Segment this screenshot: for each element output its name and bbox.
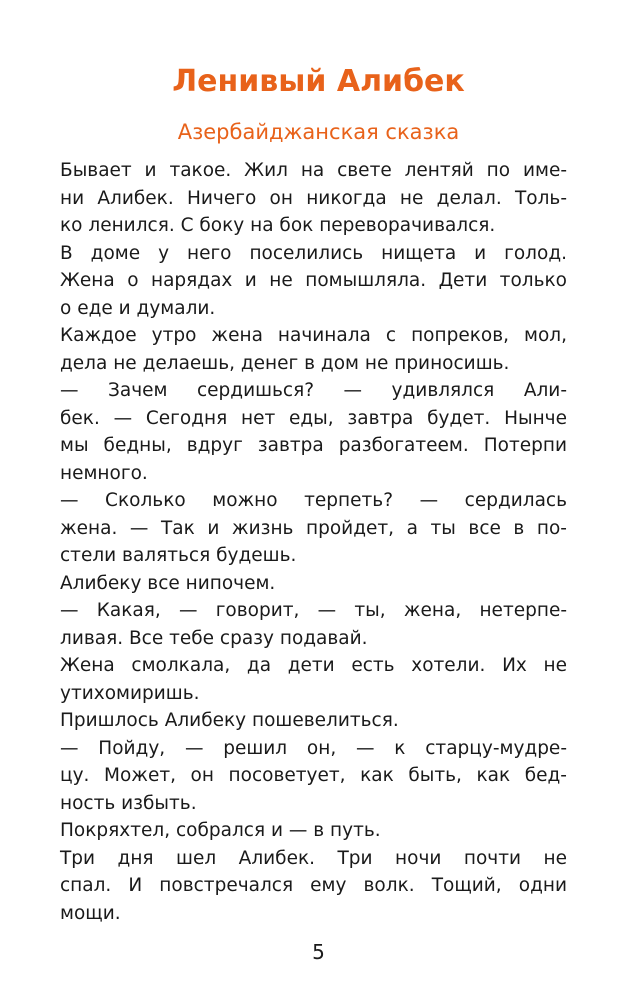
text-line: Покряхтел, собрался и — в путь. <box>60 820 381 841</box>
text-line: ливая. Все тебе сразу подавай. <box>60 627 368 649</box>
text-line: ни Алибек. Ничего он никогда не делал. Толь- <box>60 187 567 209</box>
text-line: — Сколько можно терпеть? — сердилась <box>60 490 567 511</box>
text-line: немного. <box>60 462 148 484</box>
story-subtitle: Азербайджанская сказка <box>177 120 460 144</box>
text-line: жена. — Так и жизнь пройдет, а ты все в по- <box>60 517 567 539</box>
text-line: Каждое утро жена начинала с попреков, мол, <box>60 325 567 346</box>
text-line: бек. — Сегодня нет еды, завтра будет. Нынче <box>60 407 567 429</box>
text-line: стели валяться будешь. <box>60 545 297 566</box>
text-line: о еде и думали. <box>60 297 216 319</box>
text-line: ность избыть. <box>60 792 197 814</box>
story-title: Ленивый Алибек <box>172 64 465 99</box>
text-line: — Зачем сердишься? — удивлялся Али- <box>60 380 567 401</box>
text-line: дела не делаешь, денег в дом не приносишь. <box>60 352 510 374</box>
text-line: — Какая, — говорит, — ты, жена, нетерпе- <box>60 600 567 621</box>
text-line: цу. Может, он посоветует, как быть, как бед- <box>60 765 567 786</box>
text-line: спал. И повстречался ему волк. Тощий, одни <box>60 875 567 896</box>
text-line: ко ленился. С боку на бок переворачивался. <box>60 215 496 236</box>
page-number: 5 <box>312 940 325 964</box>
text-line: Жена о нарядах и не помышляла. Дети только <box>60 270 567 291</box>
text-line: Алибеку все нипочем. <box>60 572 276 594</box>
text-line: утихомиришь. <box>60 682 200 704</box>
text-line: мощи. <box>60 902 121 924</box>
text-line: Жена смолкала, да дети есть хотели. Их не <box>60 655 567 676</box>
text-line: Бывает и такое. Жил на свете лентяй по име- <box>60 160 567 181</box>
text-line: В доме у него поселились нищета и голод. <box>60 242 567 264</box>
text-line: Пришлось Алибеку пошевелиться. <box>60 710 399 731</box>
text-line: — Пойду, — решил он, — к старцу-мудре- <box>60 737 567 759</box>
text-line: Три дня шел Алибек. Три ночи почти не <box>60 847 567 869</box>
story-text <box>60 157 567 927</box>
text-line: мы бедны, вдруг завтра разбогатеем. Потерпи <box>60 435 567 456</box>
